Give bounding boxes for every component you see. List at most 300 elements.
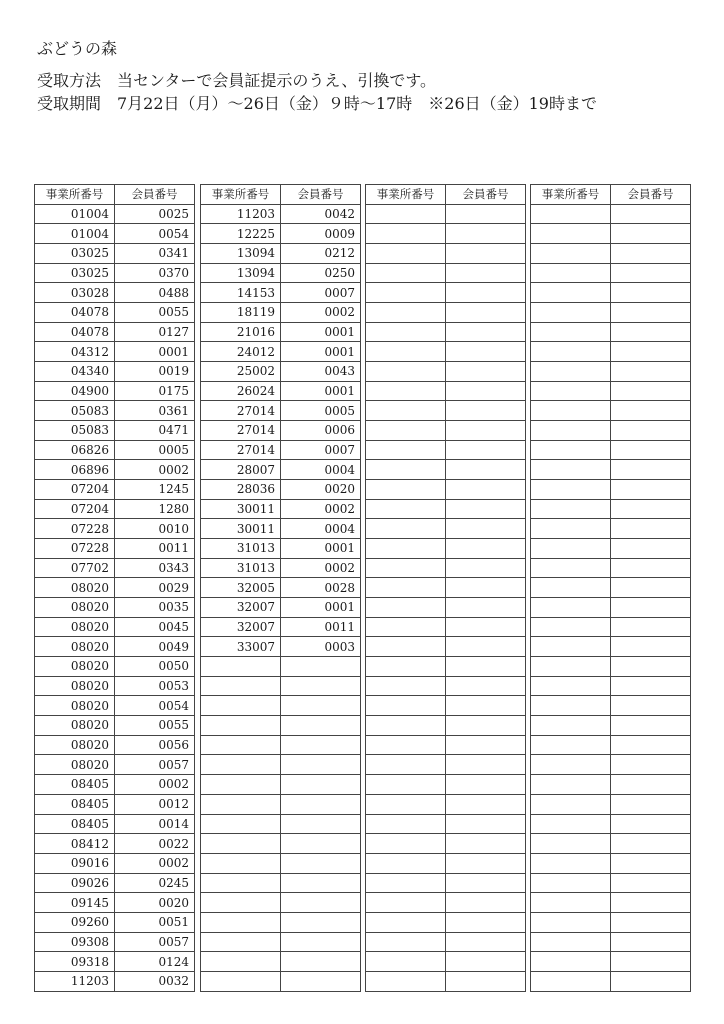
office-number-cell: 25002 (201, 362, 281, 382)
member-number-cell (446, 676, 526, 696)
table-row (366, 303, 526, 323)
table-row (531, 657, 691, 677)
office-number-cell (366, 322, 446, 342)
member-number-cell: 0020 (281, 480, 361, 500)
table-row (35, 716, 195, 736)
member-number-cell (281, 952, 361, 972)
office-number-cell: 28036 (201, 480, 281, 500)
table-row (35, 617, 195, 637)
member-number-cell (611, 499, 691, 519)
member-number-cell: 0006 (281, 421, 361, 441)
office-number-cell: 13094 (201, 244, 281, 264)
member-number-cell (611, 244, 691, 264)
table-row (531, 303, 691, 323)
member-number-cell (611, 794, 691, 814)
office-number-cell: 31013 (201, 539, 281, 559)
table-row (201, 598, 361, 618)
office-number-cell (201, 893, 281, 913)
office-number-cell: 04900 (35, 381, 115, 401)
member-number-cell: 0014 (115, 814, 195, 834)
office-number-cell (531, 558, 611, 578)
table-row (201, 971, 361, 991)
member-number-cell: 0011 (281, 617, 361, 637)
table-row (531, 794, 691, 814)
member-number-cell: 0055 (115, 303, 195, 323)
office-number-cell (366, 558, 446, 578)
member-number-cell (446, 224, 526, 244)
table-row (366, 775, 526, 795)
office-number-cell: 33007 (201, 637, 281, 657)
table-row (35, 263, 195, 283)
office-number-cell: 28007 (201, 460, 281, 480)
office-number-cell (531, 755, 611, 775)
member-number-cell (446, 362, 526, 382)
office-number-header: 事業所番号 (35, 185, 115, 205)
table-row (531, 971, 691, 991)
member-number-cell: 0028 (281, 578, 361, 598)
table-row (531, 322, 691, 342)
member-number-cell (281, 716, 361, 736)
office-number-cell (531, 952, 611, 972)
office-number-cell (531, 696, 611, 716)
office-number-cell: 26024 (201, 381, 281, 401)
table-row (35, 676, 195, 696)
table-row (201, 952, 361, 972)
member-number-cell: 0002 (281, 499, 361, 519)
table-row (531, 460, 691, 480)
table-row (35, 283, 195, 303)
office-number-cell: 07702 (35, 558, 115, 578)
member-number-cell (446, 342, 526, 362)
office-number-cell: 08020 (35, 735, 115, 755)
office-number-cell: 07204 (35, 499, 115, 519)
member-number-cell (446, 775, 526, 795)
member-number-cell: 0343 (115, 558, 195, 578)
member-table-4 (530, 184, 691, 992)
member-number-cell (446, 716, 526, 736)
office-number-cell: 08020 (35, 657, 115, 677)
office-number-cell (366, 401, 446, 421)
office-number-cell (366, 244, 446, 264)
table-row (35, 657, 195, 677)
member-number-cell (611, 971, 691, 991)
member-number-cell: 0005 (115, 440, 195, 460)
office-number-cell: 11203 (35, 971, 115, 991)
member-number-cell (611, 578, 691, 598)
member-table-1 (34, 184, 195, 992)
member-number-cell (611, 480, 691, 500)
office-number-cell (201, 952, 281, 972)
member-number-cell (281, 971, 361, 991)
office-number-cell: 18119 (201, 303, 281, 323)
member-number-cell: 0045 (115, 617, 195, 637)
office-number-cell (531, 598, 611, 618)
member-number-cell (281, 932, 361, 952)
member-number-cell (446, 381, 526, 401)
table-row (201, 263, 361, 283)
member-number-cell: 0004 (281, 460, 361, 480)
office-number-cell: 32007 (201, 617, 281, 637)
member-number-cell: 0057 (115, 755, 195, 775)
table-row (531, 499, 691, 519)
table-row (201, 381, 361, 401)
member-number-cell (611, 381, 691, 401)
office-number-cell (366, 873, 446, 893)
member-number-cell (446, 873, 526, 893)
member-number-cell (446, 598, 526, 618)
member-number-header: 会員番号 (611, 185, 691, 205)
table-row (35, 460, 195, 480)
office-number-cell (531, 814, 611, 834)
office-number-cell (366, 421, 446, 441)
office-number-cell (201, 696, 281, 716)
table-row (201, 578, 361, 598)
table-row (35, 893, 195, 913)
office-number-cell: 12225 (201, 224, 281, 244)
table-row (201, 696, 361, 716)
table-row (35, 971, 195, 991)
member-number-cell: 0012 (115, 794, 195, 814)
office-number-cell (531, 499, 611, 519)
member-number-cell (611, 873, 691, 893)
table-row (366, 362, 526, 382)
table-row (531, 224, 691, 244)
member-number-cell: 0029 (115, 578, 195, 598)
member-number-cell (281, 657, 361, 677)
member-number-header: 会員番号 (115, 185, 195, 205)
office-number-cell (366, 303, 446, 323)
member-number-cell (611, 676, 691, 696)
table-row (366, 263, 526, 283)
table-row (201, 401, 361, 421)
office-number-cell (531, 480, 611, 500)
table-row (366, 460, 526, 480)
office-number-cell (201, 932, 281, 952)
office-number-cell (201, 676, 281, 696)
office-number-cell (531, 224, 611, 244)
member-number-cell (611, 932, 691, 952)
office-number-cell (531, 401, 611, 421)
office-number-cell: 01004 (35, 224, 115, 244)
table-row (531, 578, 691, 598)
table-row (35, 735, 195, 755)
office-number-cell: 08020 (35, 598, 115, 618)
office-number-cell (531, 853, 611, 873)
table-row (201, 303, 361, 323)
table-row (35, 558, 195, 578)
office-number-cell (366, 676, 446, 696)
office-number-cell (366, 735, 446, 755)
table-row (531, 814, 691, 834)
office-number-cell (366, 952, 446, 972)
member-number-cell: 0001 (281, 539, 361, 559)
table-row (201, 814, 361, 834)
table-row (366, 499, 526, 519)
office-number-cell (531, 342, 611, 362)
table-row (366, 814, 526, 834)
office-number-cell (201, 912, 281, 932)
page-title: ぶどうの森 (37, 39, 118, 58)
member-number-cell (281, 814, 361, 834)
member-number-cell: 0050 (115, 657, 195, 677)
member-number-cell (446, 794, 526, 814)
office-number-cell (366, 460, 446, 480)
member-number-cell (611, 539, 691, 559)
member-number-cell (611, 342, 691, 362)
member-number-cell (611, 421, 691, 441)
office-number-cell (201, 834, 281, 854)
table-row (531, 834, 691, 854)
table-row (35, 381, 195, 401)
office-number-cell (366, 362, 446, 382)
office-number-cell (366, 637, 446, 657)
table-row (366, 853, 526, 873)
table-row (366, 421, 526, 441)
table-row (531, 283, 691, 303)
table-row (35, 775, 195, 795)
table-row (201, 834, 361, 854)
office-number-cell (201, 794, 281, 814)
office-number-cell (531, 637, 611, 657)
office-number-cell: 06826 (35, 440, 115, 460)
member-number-cell: 1280 (115, 499, 195, 519)
table-row (366, 834, 526, 854)
member-number-cell: 0011 (115, 539, 195, 559)
member-number-cell (281, 873, 361, 893)
member-number-cell (281, 893, 361, 913)
member-number-cell (446, 421, 526, 441)
table-row (201, 342, 361, 362)
member-number-cell: 0004 (281, 519, 361, 539)
table-row (201, 421, 361, 441)
office-number-cell: 03025 (35, 244, 115, 264)
table-row (531, 893, 691, 913)
table-row (201, 775, 361, 795)
member-number-cell: 0471 (115, 421, 195, 441)
table-row (201, 440, 361, 460)
office-number-cell: 05083 (35, 401, 115, 421)
member-number-cell (446, 440, 526, 460)
member-number-cell (446, 460, 526, 480)
table-row (35, 853, 195, 873)
office-number-cell (531, 244, 611, 264)
table-row (531, 676, 691, 696)
member-table-2 (200, 184, 361, 992)
member-number-cell (611, 637, 691, 657)
member-number-cell: 0007 (281, 283, 361, 303)
member-number-cell (281, 834, 361, 854)
member-number-cell (611, 224, 691, 244)
member-number-cell: 0053 (115, 676, 195, 696)
member-number-cell (446, 322, 526, 342)
table-row (531, 696, 691, 716)
office-number-cell: 32007 (201, 598, 281, 618)
office-number-cell (201, 775, 281, 795)
table-row (531, 912, 691, 932)
table-row (366, 578, 526, 598)
office-number-cell: 08020 (35, 755, 115, 775)
member-number-cell (611, 362, 691, 382)
office-number-cell (201, 716, 281, 736)
office-number-cell (366, 775, 446, 795)
office-number-cell: 08020 (35, 617, 115, 637)
table-row (201, 539, 361, 559)
office-number-cell (531, 322, 611, 342)
table-row (201, 932, 361, 952)
office-number-cell (531, 381, 611, 401)
table-row (201, 224, 361, 244)
office-number-cell: 08405 (35, 775, 115, 795)
office-number-cell (366, 971, 446, 991)
office-number-cell (366, 283, 446, 303)
member-number-cell: 0250 (281, 263, 361, 283)
table-row (531, 952, 691, 972)
office-number-cell (366, 480, 446, 500)
table-row (35, 204, 195, 224)
member-number-cell (446, 558, 526, 578)
member-number-cell (446, 283, 526, 303)
office-number-cell (366, 499, 446, 519)
table-row (35, 480, 195, 500)
office-number-header: 事業所番号 (201, 185, 281, 205)
member-number-cell: 0055 (115, 716, 195, 736)
office-number-cell: 03025 (35, 263, 115, 283)
office-number-cell: 08020 (35, 696, 115, 716)
table-row (35, 322, 195, 342)
office-number-cell (531, 834, 611, 854)
office-number-cell (366, 853, 446, 873)
table-row (366, 971, 526, 991)
member-number-cell (446, 814, 526, 834)
office-number-cell: 13094 (201, 263, 281, 283)
member-number-cell: 0007 (281, 440, 361, 460)
office-number-cell: 31013 (201, 558, 281, 578)
table-row (201, 460, 361, 480)
table-row (531, 244, 691, 264)
table-row (201, 735, 361, 755)
office-number-cell (531, 617, 611, 637)
member-number-cell: 0341 (115, 244, 195, 264)
member-number-cell (611, 263, 691, 283)
member-number-cell (446, 637, 526, 657)
member-number-cell (611, 853, 691, 873)
member-number-cell (446, 539, 526, 559)
member-number-cell (281, 676, 361, 696)
office-number-cell (531, 362, 611, 382)
table-row (201, 873, 361, 893)
member-number-cell: 0009 (281, 224, 361, 244)
member-number-cell (611, 303, 691, 323)
table-row (35, 421, 195, 441)
table-row (201, 637, 361, 657)
table-row (35, 578, 195, 598)
table-row (366, 716, 526, 736)
member-number-cell (446, 834, 526, 854)
office-number-cell: 04078 (35, 303, 115, 323)
member-number-cell: 0002 (115, 853, 195, 873)
office-number-cell (366, 598, 446, 618)
member-number-cell: 0043 (281, 362, 361, 382)
office-number-cell (531, 263, 611, 283)
member-number-cell: 0001 (281, 598, 361, 618)
member-number-cell (281, 794, 361, 814)
office-number-cell (201, 814, 281, 834)
member-number-cell (611, 598, 691, 618)
member-number-cell (281, 755, 361, 775)
member-number-cell (446, 696, 526, 716)
office-number-cell (531, 539, 611, 559)
office-number-cell: 11203 (201, 204, 281, 224)
table-row (201, 499, 361, 519)
pickup-period-line: 受取期間 7月22日（月）～26日（金）９時～17時 ※26日（金）19時まで (37, 94, 597, 113)
table-row (366, 204, 526, 224)
member-number-cell (281, 853, 361, 873)
table-row (531, 539, 691, 559)
member-number-cell (611, 460, 691, 480)
table-row (35, 814, 195, 834)
office-number-cell: 08412 (35, 834, 115, 854)
table-row (201, 912, 361, 932)
member-number-cell: 1245 (115, 480, 195, 500)
office-number-cell: 09318 (35, 952, 115, 972)
member-number-cell (281, 775, 361, 795)
office-number-cell (201, 873, 281, 893)
table-row (201, 755, 361, 775)
table-row (531, 519, 691, 539)
office-number-cell (366, 381, 446, 401)
member-number-cell (611, 716, 691, 736)
member-number-cell (611, 834, 691, 854)
table-row (366, 952, 526, 972)
office-number-cell: 30011 (201, 519, 281, 539)
member-number-cell: 0370 (115, 263, 195, 283)
office-number-cell (366, 912, 446, 932)
office-number-cell: 32005 (201, 578, 281, 598)
member-number-cell (446, 893, 526, 913)
member-number-cell: 0035 (115, 598, 195, 618)
table-row (35, 224, 195, 244)
member-number-cell (611, 735, 691, 755)
office-number-cell (531, 676, 611, 696)
office-number-cell: 09308 (35, 932, 115, 952)
table-row (366, 755, 526, 775)
member-number-header: 会員番号 (446, 185, 526, 205)
table-row (531, 716, 691, 736)
member-number-cell: 0124 (115, 952, 195, 972)
office-number-cell (531, 932, 611, 952)
office-number-cell (366, 263, 446, 283)
office-number-cell (366, 519, 446, 539)
member-number-cell (446, 401, 526, 421)
office-number-cell: 09145 (35, 893, 115, 913)
table-row (201, 244, 361, 264)
table-row (531, 263, 691, 283)
table-row (366, 893, 526, 913)
pickup-method-line: 受取方法 当センターで会員証提示のうえ、引換です。 (37, 71, 437, 90)
table-row (366, 401, 526, 421)
table-row (531, 401, 691, 421)
table-row (531, 204, 691, 224)
member-number-cell (446, 952, 526, 972)
member-number-cell (611, 401, 691, 421)
office-number-cell (366, 342, 446, 362)
office-number-cell: 04312 (35, 342, 115, 362)
office-number-cell (201, 657, 281, 677)
member-number-cell: 0245 (115, 873, 195, 893)
table-row (366, 440, 526, 460)
office-number-cell: 09016 (35, 853, 115, 873)
member-number-cell: 0212 (281, 244, 361, 264)
